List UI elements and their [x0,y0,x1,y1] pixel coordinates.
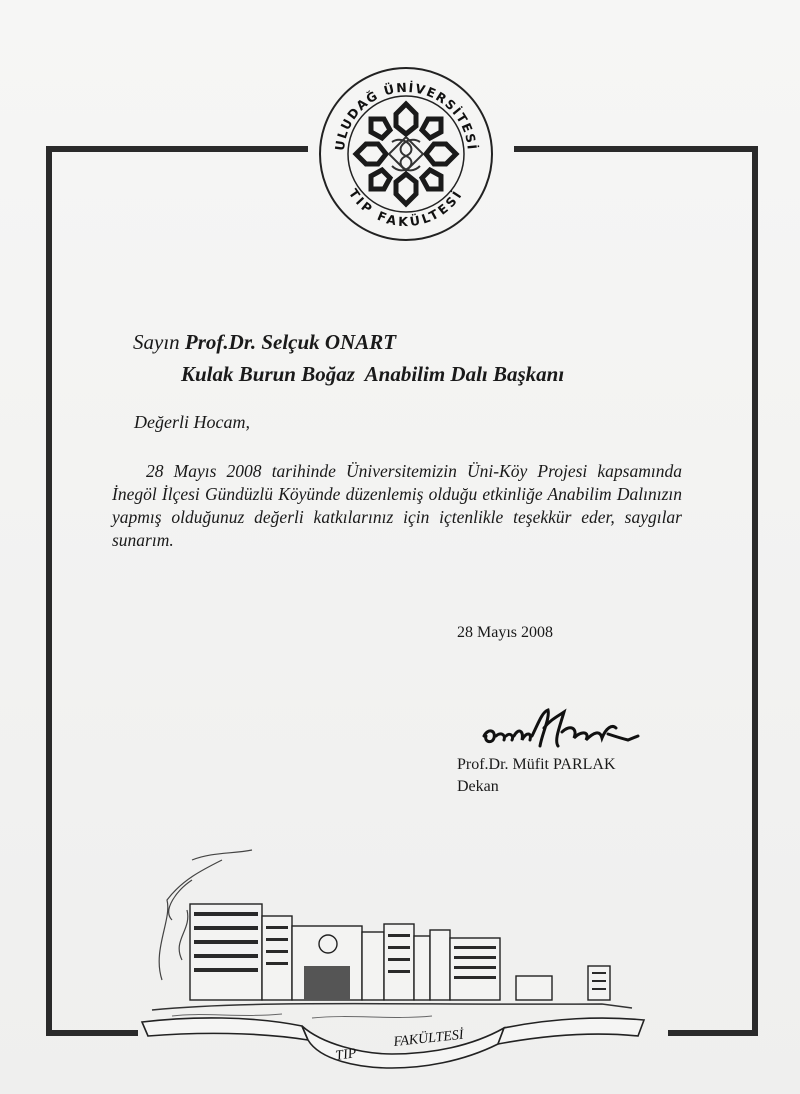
signer-name: Prof.Dr. Müfit PARLAK [457,756,616,773]
salutation-line [133,330,396,355]
recipient-name: Prof.Dr. Selçuk ONART [184,330,397,354]
svg-text:ULUDAĞ ÜNİVERSİTESİ: ULUDAĞ ÜNİVERSİTESİ [331,79,480,152]
handwritten-signature [478,706,648,754]
signer-title: Dekan [457,778,499,795]
faculty-building-illustration [132,840,652,1070]
greeting: Değerli Hocam, [134,412,250,432]
letter-body-text: 28 Mayıs 2008 tarihinde Üniversitemizin Üni-Köy Projesi kapsamında İnegöl İlçesi Gündüzlü Köyünde düzenlemiş olduğu etkinliğe Anabilim Dalınızın yapmış olduğunuz değerli katkılarınız için içtenlikle teşekkür eder, saygılar sunarım. [112,461,682,550]
recipient-title: Kulak Burun Boğaz Anabilim Dalı Başkanı [181,362,565,386]
letter-date: 28 Mayıs 2008 [457,624,553,641]
letter-body [112,460,682,552]
salutation-prefix: Sayın [133,330,180,354]
svg-text:TIP FAKÜLTESİ: TIP FAKÜLTESİ [345,185,466,230]
banner-left-text: TIP [334,1046,358,1064]
banner-right-text: FAKÜLTESİ [392,1027,465,1050]
signer-block [457,754,616,798]
university-seal-logo [316,64,496,244]
